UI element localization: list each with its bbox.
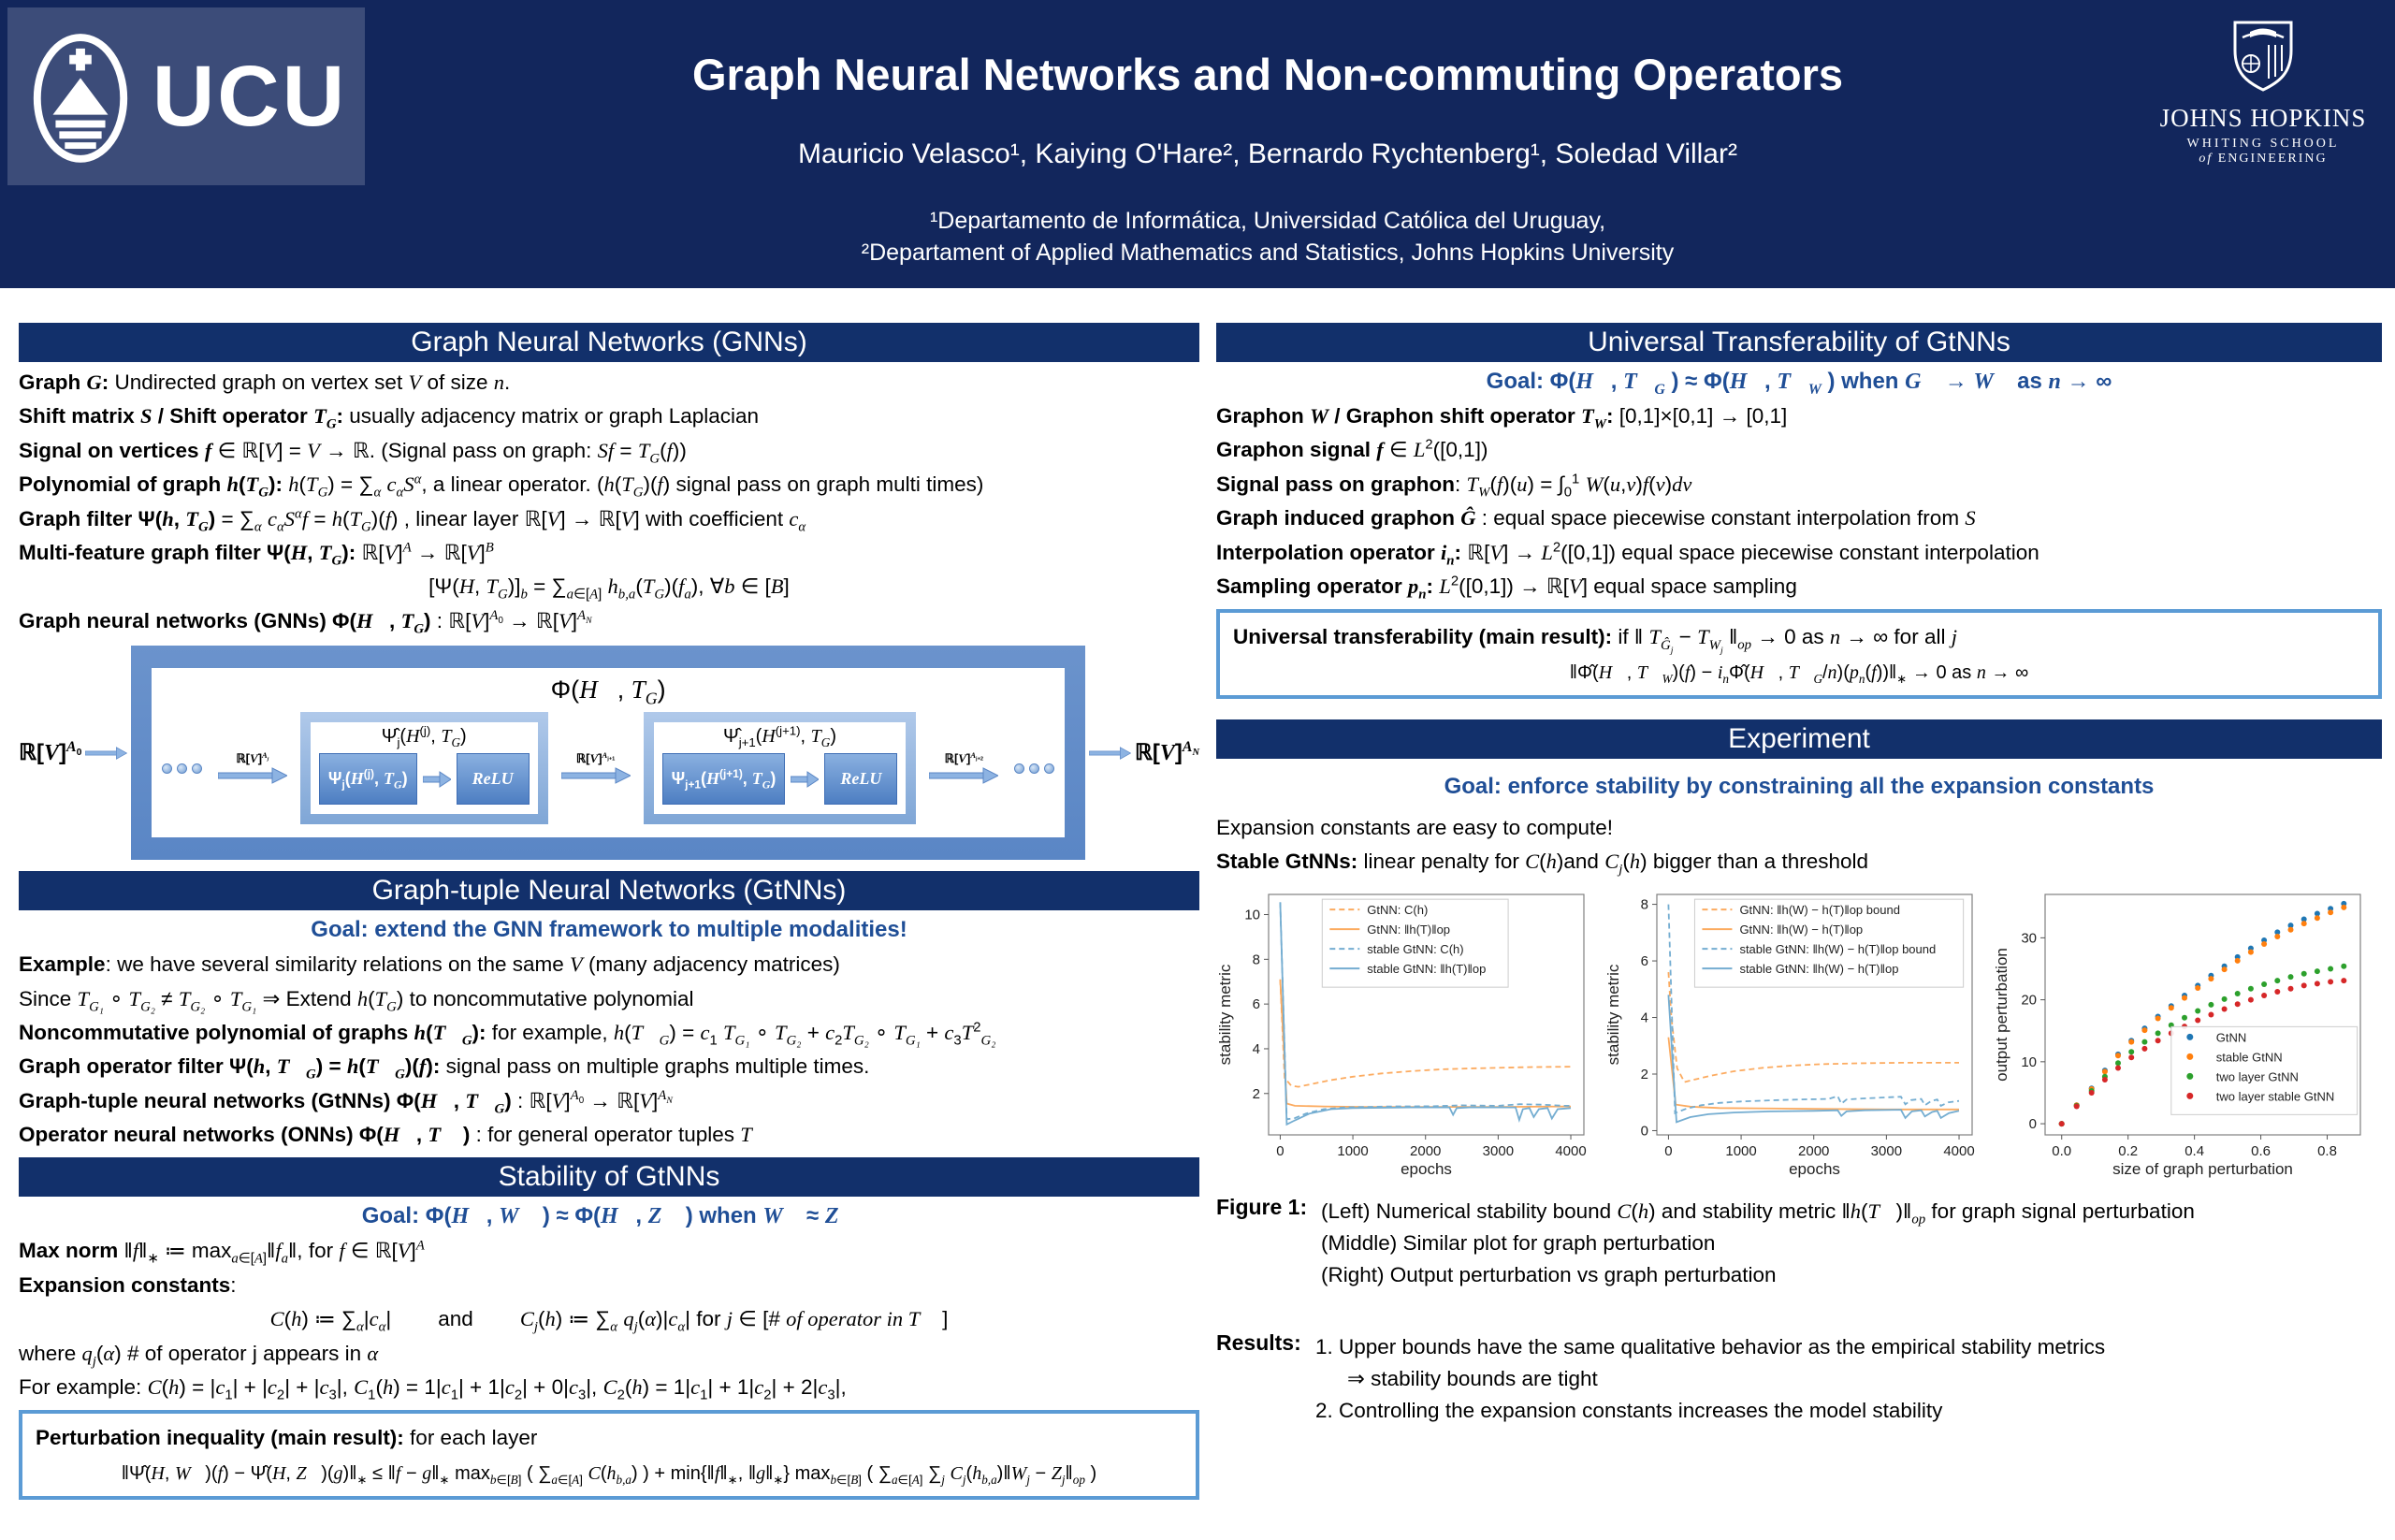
universal-transferability-box [1216, 609, 2382, 698]
gnn-line: Graph filter Ψ(h, $T_G) = \sum_\alpha$ $c_\alpha S^\alpha f = h(T_G)(f)$ , linear layer ℝ[V] → ℝ[V] with coefficient $c_\alpha$ [19, 506, 806, 535]
gtnn-line: Since $T_{G_1}$ ∘ $T_{G_2} \ne T_{G_2}$ ∘ $T_{G_1}$ ⇒ Extend $h(T_G)$ to noncommutative polynomial [19, 986, 694, 1015]
svg-text:2: 2 [1640, 1066, 1648, 1082]
svg-text:epochs: epochs [1401, 1159, 1452, 1178]
svg-text:1000: 1000 [1337, 1142, 1369, 1159]
authors: Mauricio Velasco¹, Kaiying O'Hare², Bernardo Rychtenberg¹, Soledad Villar² [798, 138, 1737, 169]
layer-j-pair [319, 753, 530, 805]
jhu-shield-icon [2229, 19, 2297, 94]
gnn-line: Signal on vertices f ∈ ℝ[V] = V → ℝ. (Signal pass on graph: $Sf = T_G(f)$) [19, 438, 687, 467]
figure1-caption-left: (Left) Numerical stability bound C(h) and stability metric $‖h(T⃗)‖_{op}$ for graph signal perturbation [1321, 1199, 2195, 1228]
gnn-line: Multi-feature graph filter Ψ(H, $T_G$): $ℝ[V]^A$ → $ℝ[V]^B$ [19, 540, 494, 569]
results-line-2: ⇒ stability bounds are tight [1347, 1367, 1598, 1391]
stability-body [19, 1203, 1199, 1499]
gnn-body [19, 368, 1199, 636]
chart-stability-signal-perturbation [1216, 887, 1595, 1182]
diagram-input-label: $ℝ[V]^{A_0}$ [19, 739, 82, 766]
chart-stability-graph-perturbation [1604, 887, 1983, 1182]
svg-text:stable GtNN: stable GtNN [2215, 1049, 2283, 1064]
arrow-icon [791, 771, 819, 788]
transfer-line: Interpolation operator $i_n$: ℝ[V] → $L^2([0,1])$ equal space piecewise constant interpolation [1216, 540, 2039, 569]
results-lines [1315, 1330, 2382, 1429]
transfer-line: Graphon signal f ∈ $L^2([0,1])$ [1216, 437, 1488, 462]
gnn-line: Graph G: Undirected graph on vertex set V of size n. [19, 370, 511, 394]
svg-text:4: 4 [1640, 1010, 1648, 1026]
layer-block-j1 [644, 712, 917, 824]
svg-text:3000: 3000 [1482, 1142, 1515, 1159]
gnn-line: Graph neural networks (GNNs) Φ(H⃗, $T_G$) : $ℝ[V]^{A_0}$ → $ℝ[V]^{A_N}$ [19, 608, 592, 637]
diagram-layer-row [159, 712, 1058, 824]
arrow-icon [218, 766, 287, 785]
svg-text:30: 30 [2021, 929, 2037, 946]
experiment-goal: Goal: enforce stability by constraining all the expansion constants [1444, 773, 2155, 799]
svg-text:0: 0 [1276, 1142, 1285, 1159]
svg-text:10: 10 [1244, 907, 1260, 923]
figure1-caption-middle: (Middle) Similar plot for graph perturbation [1321, 1230, 1716, 1255]
svg-text:0.2: 0.2 [2118, 1142, 2139, 1159]
perturbation-box-title: Perturbation inequality (main result): for each layer [36, 1426, 538, 1450]
relu-box: ReLU [824, 753, 897, 805]
svg-text:0.4: 0.4 [2185, 1142, 2205, 1159]
section-header-transfer: Universal Transferability of GtNNs [1216, 323, 2382, 362]
gtnn-line: Example: we have several similarity relations on the same V (many adjacency matrices) [19, 952, 840, 977]
left-column [19, 323, 1199, 1500]
affiliation-2: ²Departament of Applied Mathematics and Statistics, Johns Hopkins University [861, 240, 1675, 266]
chart-output-vs-graph-perturbation [1993, 887, 2372, 1182]
stability-line: Expansion constants: [19, 1272, 237, 1297]
gtnn-line: Graph-tuple neural networks (GtNNs) Φ(H⃗, $T⃗_G$) : $ℝ[V]^{A_0}$ → $ℝ[V]^{A_N}$ [19, 1088, 673, 1117]
diagram-inner-panel [152, 668, 1066, 837]
svg-text:2000: 2000 [1410, 1142, 1442, 1159]
affiliation-1: ¹Departamento de Informática, Universidad Católica del Uruguay, [929, 208, 1606, 234]
stability-line: For example: $C(h) = |c_1| + |c_2| + |c_3|$, $C_1(h) = 1|c_1| + 1|c_2| + 0|c_3|$, $C_2(h) = 1|c_1| + 1|c_2| + 2|c_3|$, [19, 1375, 847, 1403]
svg-text:stable GtNN: C(h): stable GtNN: C(h) [1367, 941, 1464, 956]
svg-text:stability metric: stability metric [1604, 964, 1622, 1065]
svg-text:3000: 3000 [1870, 1142, 1903, 1159]
experiment-body [1216, 774, 2382, 1429]
gnn-multifeature-formula: [Ψ(H, $T_G)]_b = \sum_{a\in[A]}$ $h_{b,a}(T_G)(f_a)$, ∀b ∈ [B] [428, 574, 790, 603]
svg-text:two layer stable GtNN: two layer stable GtNN [2215, 1088, 2335, 1103]
transfer-body [1216, 369, 2382, 699]
svg-text:size of graph perturbation: size of graph perturbation [2112, 1159, 2293, 1178]
jhu-of-engineering: of ENGINEERING [2199, 152, 2328, 166]
transfer-line: Graphon W / Graphon shift operator $T_W$: [0,1]×[0,1] → [0,1] [1216, 404, 1788, 432]
arrow-icon [85, 743, 126, 763]
gnn-line: Shift matrix S / Shift operator $T_G$: usually adjacency matrix or graph Laplacian [19, 404, 760, 432]
svg-text:6: 6 [1252, 995, 1260, 1012]
svg-text:20: 20 [2021, 992, 2037, 1009]
psi-j-box: $\Psi_j(H^{(j)}$, $T_G$) [319, 753, 417, 805]
figure1-caption [1216, 1195, 2382, 1293]
section-header-stability: Stability of GtNNs [19, 1157, 1199, 1197]
section-header-gnn: Graph Neural Networks (GNNs) [19, 323, 1199, 362]
arrow-icon [561, 766, 631, 785]
figure1-caption-right: (Right) Output perturbation vs graph perturbation [1321, 1263, 1777, 1287]
svg-text:stability metric: stability metric [1216, 964, 1234, 1065]
svg-text:4: 4 [1252, 1040, 1260, 1057]
svg-text:2000: 2000 [1798, 1142, 1830, 1159]
svg-text:GtNN: C(h): GtNN: C(h) [1367, 902, 1429, 917]
gnn-architecture-diagram [19, 646, 1199, 860]
svg-text:output perturbation: output perturbation [1993, 947, 2010, 1082]
experiment-line: Stable GtNNs: linear penalty for C(h)and $C_j(h)$ bigger than a threshold [1216, 850, 1869, 878]
svg-text:2: 2 [1252, 1085, 1260, 1102]
right-column [1216, 323, 2382, 1429]
svg-text:8: 8 [1640, 896, 1648, 913]
results-line-1: 1. Upper bounds have the same qualitative behavior as the empirical stability metrics [1315, 1334, 2106, 1358]
svg-text:8: 8 [1252, 951, 1260, 967]
expansion-constants-formula: C(h) ≔ $\sum_\alpha|c_\alpha|$ and $C_j(h)$ ≔ $\sum_\alpha$ $q_j(\alpha)|c_\alpha|$ for j ∈ [# of operator in T⃗ ] [269, 1307, 949, 1335]
ucu-emblem-icon [25, 26, 136, 167]
transferability-box-condition: Universal transferability (main result): if ‖ $T_{Ĝ_j} - T_{W_j}$ $‖_{op} \to 0$ as n → ∞ for all j [1233, 625, 1957, 656]
layer-j1-title: $\Psî_{j+1}(H^{(j+1)}$, $T_G$) [722, 723, 836, 750]
svg-text:stable GtNN: ‖h(W) − h(T)‖op b: stable GtNN: ‖h(W) − h(T)‖op bound [1739, 941, 1937, 956]
jhu-name: JOHNS HOPKINS [2159, 104, 2367, 132]
gtnn-line: Operator neural networks (ONNs) Φ(H⃗, T⃗ ) : for general operator tuples T⃗ [19, 1123, 769, 1147]
poster-title: Graph Neural Networks and Non-commuting Operators [691, 50, 1843, 99]
section-header-experiment: Experiment [1216, 719, 2382, 759]
jhu-school: WHITING SCHOOL [2186, 137, 2340, 151]
svg-text:stable GtNN: ‖h(T)‖op: stable GtNN: ‖h(T)‖op [1367, 961, 1487, 976]
svg-text:1000: 1000 [1725, 1142, 1757, 1159]
svg-text:0: 0 [2028, 1115, 2037, 1132]
stability-goal: Goal: Φ(H⃗, W⃗ ) ≈ Φ(H⃗, Z⃗ ) when W⃗ ≈ Z⃗ [361, 1203, 857, 1229]
results-label: Results: [1216, 1329, 1301, 1355]
svg-text:6: 6 [1640, 952, 1648, 969]
ucu-logo-panel [7, 7, 365, 185]
ellipsis-dots-icon [162, 763, 202, 774]
arrow-icon [423, 771, 451, 788]
gtnn-line: Graph operator filter Ψ(h, $T⃗_G$) = $h(T⃗_G)(f)$: signal pass on multiple graphs multiple times. [19, 1054, 870, 1082]
gtnn-line: Noncommutative polynomial of graphs $h(T⃗_G)$: for example, $h(T⃗_G) = c_1$ $T_{G_1}$ ∘ $T_{G_2} + c_2T_{G_2}$ ∘ $T_{G_1} + c_3T^2_{G_2}$ [19, 1020, 996, 1049]
svg-text:GtNN: ‖h(T)‖op: GtNN: ‖h(T)‖op [1367, 922, 1451, 937]
ellipsis-dots-icon [1014, 763, 1054, 774]
diagram-arrow-aj2: $ℝ[V]^{A_{j+2}}$ [919, 751, 1009, 785]
diagram-outer-box [131, 646, 1086, 860]
perturbation-inequality-box [19, 1410, 1199, 1499]
jhu-logo [2146, 19, 2380, 167]
transfer-line: Sampling operator $p_n$: $L^2([0,1])$ → ℝ[V] equal space sampling [1216, 574, 1797, 603]
psi-j1-box: $\Psi_{j+1}(H^{(j+1)}$, $T_G$) [662, 753, 786, 805]
layer-block-j [300, 712, 548, 824]
section-header-gtnn: Graph-tuple Neural Networks (GtNNs) [19, 871, 1199, 910]
svg-text:0: 0 [1640, 1122, 1648, 1139]
results-block [1216, 1330, 2382, 1429]
figure1-charts [1216, 887, 2382, 1182]
svg-text:GtNN: ‖h(W) − h(T)‖op: GtNN: ‖h(W) − h(T)‖op [1739, 922, 1864, 937]
diagram-output-label: $ℝ[V]^{A_N}$ [1134, 739, 1199, 766]
svg-text:0.8: 0.8 [2317, 1142, 2337, 1159]
perturbation-inequality-formula: ‖Ψ̂(H, W⃗)(f) − Ψ̂(H, $Z⃗)(g)‖_∗$ ≤ ‖f − $g‖_∗$ $\max_{b\in[B]}$ ( $\sum_{a\in[A]}$ $C(h_{b,a})$ ) + $\min\{‖f‖_∗$, $‖g‖_∗$} $\max_{b\in[B]}$ ( $\sum_{a\in[A]}$ $\sum_j$ $C_j(h_{b,a})‖W_j$ − $Z_j‖_{op}$ ) [121, 1462, 1097, 1487]
stability-line: where $q_j(\alpha)$ # of operator j appears in α [19, 1341, 379, 1370]
figure1-label: Figure 1: [1216, 1194, 1308, 1219]
svg-text:epochs: epochs [1789, 1159, 1840, 1178]
stability-line: Max norm $‖f‖_∗$ ≔ $\max_{a\in[A]}‖f_a‖$, for f ∈ $ℝ[V]^A$ [19, 1238, 425, 1267]
ucu-logo-text: UCU [152, 48, 348, 144]
layer-j1-pair [662, 753, 898, 805]
experiment-line: Expansion constants are easy to compute! [1216, 815, 1613, 839]
svg-text:0: 0 [1664, 1142, 1673, 1159]
diagram-phi-title: Φ(H⃗, $T_G$) [550, 676, 666, 708]
svg-text:stable GtNN: ‖h(W) − h(T)‖op: stable GtNN: ‖h(W) − h(T)‖op [1739, 961, 1899, 976]
figure1-caption-lines [1321, 1195, 2382, 1293]
svg-text:GtNN: GtNN [2215, 1029, 2247, 1044]
transfer-goal: Goal: Φ(H⃗, $T⃗_G$ ) ≈ Φ(H⃗, $T⃗_W$ ) when G⃗ → W⃗ as n → ∞ [1486, 369, 2112, 398]
svg-text:0.0: 0.0 [2052, 1142, 2072, 1159]
layer-j-title: $\Psî_j(H^{(j)}$, $T_G$) [381, 723, 467, 750]
diagram-arrow-aj: $ℝ[V]^{A_j}$ [208, 751, 298, 785]
arrow-icon [1089, 743, 1130, 763]
gnn-line: Polynomial of graph $h(T_G)$: $h(T_G) = \sum_\alpha$ $c_\alpha S^\alpha$, a linear operator. ($h(T_G)(f)$ signal pass on graph multi times) [19, 472, 984, 501]
header [0, 0, 2395, 288]
transfer-line: Signal pass on graphon: $T_W(f)(u) = \int_0^1$ W(u,v)f(v)dv [1216, 472, 1692, 501]
arrow-icon [929, 766, 998, 785]
gtnn-body [19, 917, 1199, 1150]
svg-text:0.6: 0.6 [2251, 1142, 2272, 1159]
svg-text:4000: 4000 [1555, 1142, 1587, 1159]
svg-text:two layer GtNN: two layer GtNN [2215, 1068, 2299, 1083]
svg-text:4000: 4000 [1943, 1142, 1975, 1159]
layer-block-j1-inner [654, 722, 907, 814]
gtnn-goal: Goal: extend the GNN framework to multiple modalities! [311, 917, 907, 943]
results-line-3: 2. Controlling the expansion constants increases the model stability [1315, 1399, 1943, 1423]
diagram-arrow-aj1: $ℝ[V]^{A_{j+1}}$ [551, 751, 641, 785]
layer-block-j-inner [311, 722, 538, 814]
transferability-box-formula: ‖Φ̂(H⃗, $T⃗_W)(f)$ − $i_n\Phî(H⃗$, $T⃗_G/n)(p_n(f))‖_∗ \to 0$ as n → ∞ [1569, 661, 2029, 686]
relu-box: ReLU [457, 753, 530, 805]
svg-text:10: 10 [2021, 1053, 2037, 1070]
svg-text:GtNN: ‖h(W) − h(T)‖op bound: GtNN: ‖h(W) − h(T)‖op bound [1739, 902, 1900, 917]
transfer-line: Graph induced graphon Ĝ : equal space piecewise constant interpolation from S [1216, 506, 1976, 530]
